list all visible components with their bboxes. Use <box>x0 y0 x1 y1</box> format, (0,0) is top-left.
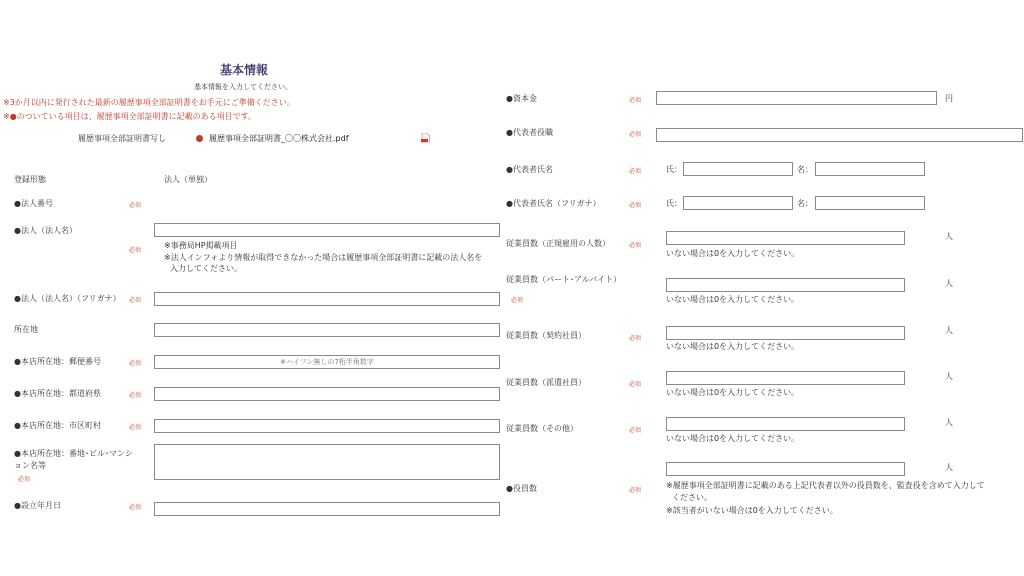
emp-contract-label: 従業員数（契約社員） <box>506 331 586 340</box>
corp-number-label: ●法人番号 <box>14 199 53 208</box>
capital-unit: 円 <box>945 94 953 103</box>
emp-other-input[interactable] <box>666 417 905 431</box>
rep-first-name-input[interactable] <box>815 162 925 176</box>
emp-regular-label: 従業員数（正規雇用の人数） <box>506 239 610 248</box>
rep-last-name-input[interactable] <box>683 162 793 176</box>
required-badge: 必須 <box>629 381 642 388</box>
emp-contract-unit: 人 <box>945 326 953 335</box>
required-badge: 必須 <box>629 168 642 175</box>
capital-label: ●資本金 <box>506 94 537 103</box>
required-badge: 必須 <box>18 476 31 483</box>
officers-unit: 人 <box>945 463 953 472</box>
required-badge: 必須 <box>629 487 642 494</box>
required-badge: 必須 <box>511 297 524 304</box>
registration-value: 法人（単独） <box>164 175 212 184</box>
established-label: ●設立年月日 <box>14 501 61 510</box>
corp-name-kana-input[interactable] <box>154 292 500 306</box>
required-badge: 必須 <box>629 242 642 249</box>
rep-name-label: ●代表者氏名 <box>506 165 553 174</box>
officers-note-zero: ※該当者がいない場合は0を入力してください。 <box>666 506 838 515</box>
uploaded-file-link[interactable]: 履歴事項全部証明書_〇〇株式会社.pdf <box>209 134 349 143</box>
registration-label: 登録形態 <box>14 175 46 184</box>
street-label-cont: ョン名等 <box>14 461 46 470</box>
rep-first-name-prefix: 名： <box>797 165 813 174</box>
rep-first-kana-prefix: 名： <box>797 199 813 208</box>
address-label: 所在地 <box>14 325 38 334</box>
rep-title-input[interactable] <box>656 128 1023 142</box>
street-label: ●本店所在地：番地･ビル･マンシ <box>14 449 133 458</box>
postal-input[interactable] <box>154 355 500 369</box>
required-badge: 必須 <box>629 131 642 138</box>
required-badge: 必須 <box>129 360 142 367</box>
corp-name-label: ●法人（法人名） <box>14 226 77 235</box>
emp-contract-input[interactable] <box>666 326 905 340</box>
corp-name-input[interactable] <box>154 223 500 237</box>
emp-dispatch-unit: 人 <box>945 372 953 381</box>
prefecture-input[interactable] <box>154 387 500 401</box>
city-label: ●本店所在地：市区町村 <box>14 421 101 430</box>
emp-dispatch-label: 従業員数（派遣社員） <box>506 378 586 387</box>
emp-regular-unit: 人 <box>945 232 953 241</box>
rep-first-kana-input[interactable] <box>815 196 925 210</box>
emp-contract-note: いない場合は0を入力してください。 <box>666 342 800 351</box>
page-title: 基本情報 <box>220 63 269 77</box>
pdf-icon[interactable] <box>421 133 430 143</box>
emp-dispatch-input[interactable] <box>666 371 905 385</box>
required-badge: 必須 <box>129 424 142 431</box>
emp-other-label: 従業員数（その他） <box>506 424 578 433</box>
emp-part-input[interactable] <box>666 278 905 292</box>
emp-other-note: いない場合は0を入力してください。 <box>666 434 800 443</box>
postal-label: ●本店所在地：郵便番号 <box>14 357 101 366</box>
required-badge: 必須 <box>629 97 642 104</box>
officers-note-count: ※履歴事項全部証明書に記載のある上記代表者以外の役員数を、監査役を含めて入力して <box>666 481 985 490</box>
required-badge: 必須 <box>129 247 142 254</box>
required-badge: 必須 <box>629 335 642 342</box>
prefecture-label: ●本店所在地：都道府県 <box>14 389 101 398</box>
corp-name-kana-label: ●法人（法人名）（フリガナ） <box>14 294 121 303</box>
street-textarea[interactable] <box>154 444 500 480</box>
required-badge: 必須 <box>129 297 142 304</box>
rep-last-name-prefix: 氏： <box>666 165 682 174</box>
corp-name-note-hp: ※事務局HP掲載項目 <box>164 241 238 250</box>
emp-part-note: いない場合は0を入力してください。 <box>666 295 800 304</box>
emp-part-label: 従業員数（パート･アルバイト） <box>506 275 622 284</box>
corp-name-note-info-cont: 入力してください。 <box>170 264 242 273</box>
rep-title-label: ●代表者役職 <box>506 128 553 137</box>
officers-input[interactable] <box>666 462 905 476</box>
required-badge: 必須 <box>629 202 642 209</box>
emp-part-unit: 人 <box>945 279 953 288</box>
emp-dispatch-note: いない場合は0を入力してください。 <box>666 388 800 397</box>
capital-input[interactable] <box>656 91 937 105</box>
required-badge: 必須 <box>629 427 642 434</box>
upload-label: 履歴事項全部証明書写し <box>78 134 166 143</box>
rep-name-kana-label: ●代表者氏名（フリガナ） <box>506 199 601 208</box>
established-input[interactable] <box>154 502 500 516</box>
address-input[interactable] <box>154 323 500 337</box>
corp-name-note-info: ※法人インフォより情報が取得できなかった場合は履歴事項全部証明書に記載の法人名を <box>164 253 483 262</box>
rep-last-kana-prefix: 氏： <box>666 199 682 208</box>
notice-prepare: ※3か月以内に発行された最新の履歴事項全部証明書をお手元にご準備ください。 <box>3 98 295 107</box>
emp-regular-note: いない場合は0を入力してください。 <box>666 249 800 258</box>
required-badge: 必須 <box>129 504 142 511</box>
required-badge: 必須 <box>129 202 142 209</box>
city-input[interactable] <box>154 419 500 433</box>
record-icon <box>196 135 203 142</box>
officers-note-count-cont: ください。 <box>672 493 712 502</box>
emp-other-unit: 人 <box>945 418 953 427</box>
page-subtitle: 基本情報を入力してください。 <box>194 83 292 91</box>
officers-label: ●役員数 <box>506 484 537 493</box>
rep-last-kana-input[interactable] <box>683 196 793 210</box>
emp-regular-input[interactable] <box>666 231 905 245</box>
notice-marked-items: ※●のついている項目は、履歴事項全部証明書に記載のある項目です。 <box>3 112 257 121</box>
required-badge: 必須 <box>129 392 142 399</box>
